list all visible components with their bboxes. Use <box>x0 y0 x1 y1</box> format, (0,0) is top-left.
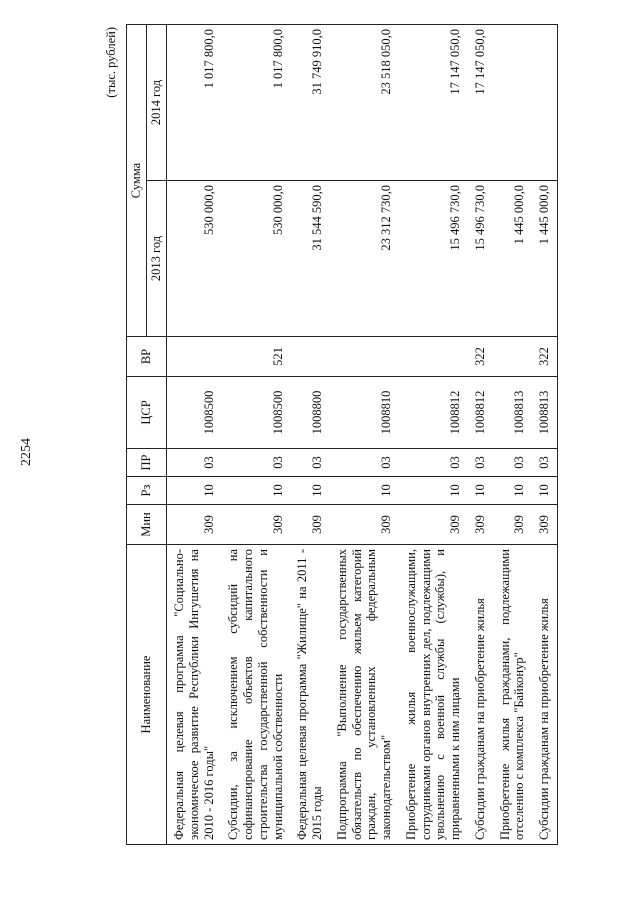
row-sum-2014: 1 017 800,0 <box>221 25 290 181</box>
row-rz: 10 <box>532 477 557 505</box>
row-vr: 521 <box>221 337 290 377</box>
row-name: Подпрограмма "Выполнение государственных обязательств по обеспечению жильем категорий граждан, установленных федеральным законодательством" <box>330 545 399 845</box>
row-vr <box>493 337 533 377</box>
row-name: Приобретение жилья военнослужащими, сотрудниками органов внутренних дел, подлежащими увольнению с военной службы (службы), и приравненными к ним лицами <box>399 545 468 845</box>
header-vr: ВР <box>127 337 167 377</box>
row-pr: 03 <box>330 449 399 477</box>
row-sum-2014 <box>532 25 557 181</box>
row-csr: 1008812 <box>468 377 493 449</box>
header-2013: 2013 год <box>147 181 167 337</box>
row-sum-2013: 15 496 730,0 <box>468 181 493 337</box>
row-min: 309 <box>167 505 222 545</box>
row-pr: 03 <box>468 449 493 477</box>
row-vr <box>399 337 468 377</box>
row-csr: 1008813 <box>532 377 557 449</box>
row-sum-2013: 1 445 000,0 <box>493 181 533 337</box>
row-vr <box>330 337 399 377</box>
row-rz: 10 <box>493 477 533 505</box>
row-sum-2013: 530 000,0 <box>221 181 290 337</box>
row-pr: 03 <box>167 449 222 477</box>
table-row <box>221 25 290 845</box>
budget-table <box>126 24 558 845</box>
table-row <box>399 25 468 845</box>
row-csr: 1008500 <box>221 377 290 449</box>
table-row <box>493 25 533 845</box>
header-2014: 2014 год <box>147 25 167 181</box>
row-name: Федеральная целевая программа "Социально-экономическое развитие Республики Ингушетия на 2010 - 2016 годы" <box>167 545 222 845</box>
row-csr: 1008813 <box>493 377 533 449</box>
row-csr: 1008812 <box>399 377 468 449</box>
row-pr: 03 <box>532 449 557 477</box>
units-label: (тыс. рублей) <box>104 27 118 98</box>
row-min: 309 <box>399 505 468 545</box>
row-name: Приобретение жилья гражданами, подлежащими отселению с комплекса "Байконур" <box>493 545 533 845</box>
row-vr: 322 <box>468 337 493 377</box>
row-min: 309 <box>290 505 330 545</box>
row-min: 309 <box>330 505 399 545</box>
row-sum-2014: 17 147 050,0 <box>468 25 493 181</box>
header-csr: ЦСР <box>127 377 167 449</box>
row-name: Субсидии, за исключением субсидий на софинансирование объектов капитального строительства государственной собственности и муниципальной собственности <box>221 545 290 845</box>
row-rz: 10 <box>290 477 330 505</box>
header-name: Наименование <box>127 545 167 845</box>
table-row <box>532 25 557 845</box>
row-sum-2013: 530 000,0 <box>167 181 222 337</box>
table-row <box>290 25 330 845</box>
row-min: 309 <box>468 505 493 545</box>
header-sum: Сумма <box>127 25 147 337</box>
row-vr <box>167 337 222 377</box>
row-pr: 03 <box>221 449 290 477</box>
row-rz: 10 <box>167 477 222 505</box>
row-sum-2014: 31 749 910,0 <box>290 25 330 181</box>
row-min: 309 <box>532 505 557 545</box>
row-rz: 10 <box>221 477 290 505</box>
row-sum-2013: 1 445 000,0 <box>532 181 557 337</box>
table-row <box>167 25 222 845</box>
row-pr: 03 <box>290 449 330 477</box>
row-vr <box>290 337 330 377</box>
row-sum-2013: 15 496 730,0 <box>399 181 468 337</box>
row-min: 309 <box>493 505 533 545</box>
document-page <box>104 25 608 845</box>
row-csr: 1008800 <box>290 377 330 449</box>
row-rz: 10 <box>330 477 399 505</box>
table-body <box>167 25 558 845</box>
row-sum-2013: 23 312 730,0 <box>330 181 399 337</box>
page-number: 2254 <box>19 438 34 466</box>
table-row <box>330 25 399 845</box>
row-csr: 1008500 <box>167 377 222 449</box>
table-header <box>127 25 167 845</box>
row-vr: 322 <box>532 337 557 377</box>
table-row <box>468 25 493 845</box>
row-sum-2013: 31 544 590,0 <box>290 181 330 337</box>
row-sum-2014: 1 017 800,0 <box>167 25 222 181</box>
row-min: 309 <box>221 505 290 545</box>
header-min: Мин <box>127 505 167 545</box>
row-name: Субсидии гражданам на приобретение жилья <box>468 545 493 845</box>
row-pr: 03 <box>493 449 533 477</box>
row-name: Федеральная целевая программа "Жилище" на 2011 - 2015 годы <box>290 545 330 845</box>
header-pr: ПР <box>127 449 167 477</box>
row-sum-2014 <box>493 25 533 181</box>
row-rz: 10 <box>468 477 493 505</box>
header-rz: Рз <box>127 477 167 505</box>
rotated-table-area <box>104 25 608 845</box>
row-sum-2014: 23 518 050,0 <box>330 25 399 181</box>
row-name: Субсидии гражданам на приобретение жилья <box>532 545 557 845</box>
row-rz: 10 <box>399 477 468 505</box>
row-pr: 03 <box>399 449 468 477</box>
row-csr: 1008810 <box>330 377 399 449</box>
row-sum-2014: 17 147 050,0 <box>399 25 468 181</box>
